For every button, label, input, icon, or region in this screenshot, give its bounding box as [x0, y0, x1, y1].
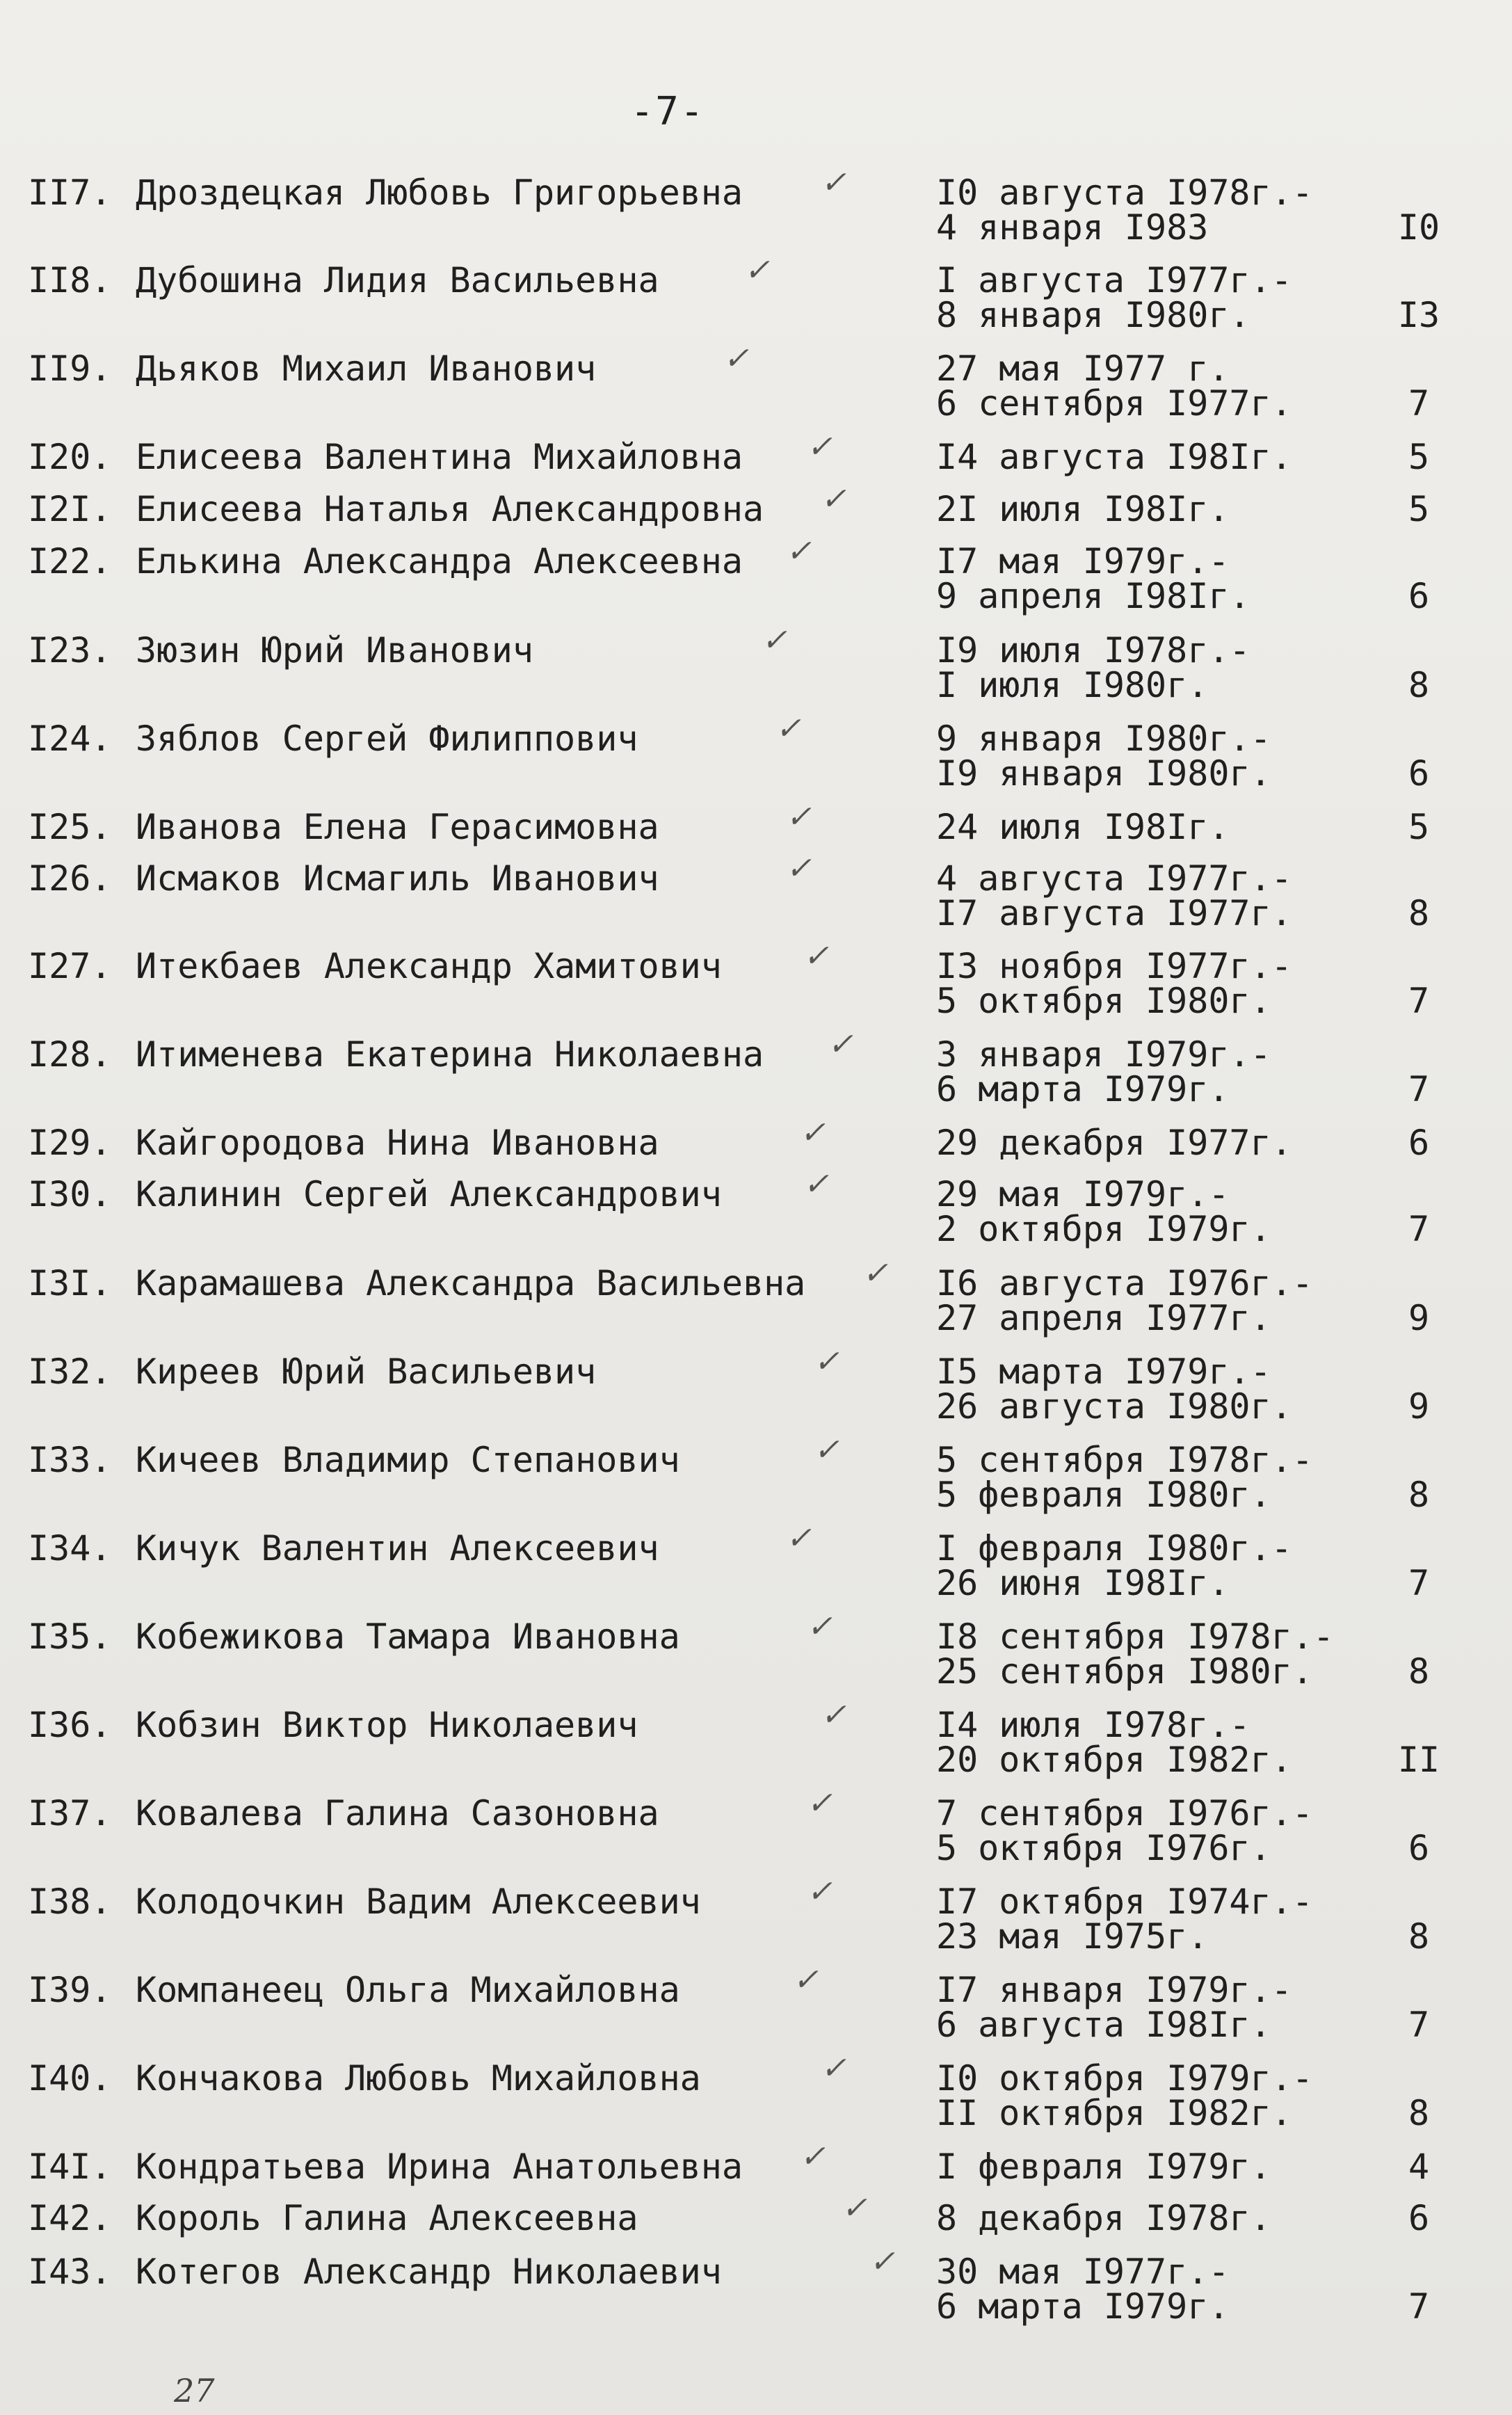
person-name: Дьяков Михаил Иванович	[136, 348, 597, 389]
person-name: Киреев Юрий Васильевич	[136, 1351, 597, 1392]
years-count: 7	[1408, 1209, 1430, 1249]
date-from: 2I июля I98Iг.	[936, 489, 1230, 529]
person-name: Кобежикова Тамара Ивановна	[136, 1616, 680, 1657]
date-from: I февраля I980г.-	[936, 1528, 1292, 1568]
checkmark-icon: ✓	[723, 341, 749, 376]
entry-number: I25.	[28, 807, 112, 847]
service-period	[936, 1616, 1367, 1692]
entry-number: I27.	[28, 946, 112, 986]
checkmark-icon: ✓	[807, 1786, 833, 1821]
entry-number: I4I.	[28, 2147, 112, 2187]
checkmark-icon: ✓	[828, 1027, 853, 1062]
checkmark-icon: ✓	[800, 1115, 826, 1150]
service-period	[936, 1263, 1367, 1338]
service-period	[936, 2252, 1367, 2327]
date-to: 4 января I983	[936, 207, 1209, 248]
person-name: Зяблов Сергей Филиппович	[136, 719, 638, 759]
checkmark-icon: ✓	[807, 1874, 833, 1909]
checkmark-icon: ✓	[803, 938, 829, 974]
service-period	[936, 946, 1367, 1021]
years-count: 6	[1408, 1828, 1430, 1868]
person-name: Исмаков Исмагиль Иванович	[136, 858, 659, 899]
entry-number: I37.	[28, 1793, 112, 1834]
person-name: Итименева Екатерина Николаевна	[136, 1034, 764, 1075]
person-name: Колодочкин Вадим Алексеевич	[136, 1882, 701, 1922]
years-count: 5	[1408, 807, 1430, 847]
date-from: 24 июля I98Iг.	[936, 807, 1230, 847]
checkmark-icon: ✓	[800, 2139, 826, 2174]
date-from: I5 марта I979г.-	[936, 1351, 1271, 1392]
date-from: I7 октября I974г.-	[936, 1882, 1313, 1922]
checkmark-icon: ✓	[821, 2051, 846, 2086]
years-count: 4	[1408, 2147, 1430, 2187]
service-period	[936, 630, 1367, 705]
entry-number: I29.	[28, 1123, 112, 1163]
service-period	[936, 348, 1367, 424]
person-name: Елисеева Наталья Александровна	[136, 489, 764, 529]
date-to: 26 июня I98Iг.	[936, 1563, 1230, 1603]
date-to: 5 октября I976г.	[936, 1828, 1271, 1868]
date-from: 4 августа I977г.-	[936, 858, 1292, 899]
years-count: 7	[1408, 981, 1430, 1021]
checkmark-icon: ✓	[744, 252, 770, 288]
years-count: I3	[1397, 295, 1440, 335]
service-period	[936, 1440, 1367, 1515]
checkmark-icon: ✓	[786, 851, 812, 886]
service-period	[936, 260, 1367, 335]
checkmark-icon: ✓	[786, 799, 812, 835]
checkmark-icon: ✓	[821, 165, 846, 200]
service-period	[936, 1034, 1367, 1109]
service-period	[936, 1351, 1367, 1427]
person-name: Кончакова Любовь Михайловна	[136, 2058, 701, 2099]
service-period	[936, 719, 1367, 794]
entry-number: I33.	[28, 1440, 112, 1480]
service-period	[936, 1882, 1367, 1957]
date-from: I3 ноября I977г.-	[936, 946, 1292, 986]
years-count: 8	[1408, 1916, 1430, 1957]
years-count: 9	[1408, 1386, 1430, 1427]
service-period	[936, 1528, 1367, 1603]
entry-number: I28.	[28, 1034, 112, 1075]
page-number: -7-	[630, 89, 705, 134]
checkmark-icon: ✓	[793, 1962, 819, 1998]
years-count: 8	[1408, 1651, 1430, 1692]
years-count: 5	[1408, 437, 1430, 477]
years-count: 7	[1408, 1069, 1430, 1109]
person-name: Карамашева Александра Васильевна	[136, 1263, 806, 1303]
date-to: 27 апреля I977г.	[936, 1298, 1271, 1338]
date-from: I0 августа I978г.-	[936, 172, 1313, 213]
person-name: Котегов Александр Николаевич	[136, 2252, 722, 2292]
checkmark-icon: ✓	[869, 2244, 895, 2279]
person-name: Елисеева Валентина Михайловна	[136, 437, 743, 477]
checkmark-icon: ✓	[807, 429, 833, 465]
date-from: 30 мая I977г.-	[936, 2252, 1230, 2292]
checkmark-icon: ✓	[862, 1255, 888, 1291]
date-to: 6 августа I98Iг.	[936, 2005, 1271, 2045]
service-period	[936, 858, 1367, 933]
entry-number: I2I.	[28, 489, 112, 529]
person-name: Кайгородова Нина Ивановна	[136, 1123, 659, 1163]
service-period	[936, 1705, 1367, 1780]
date-from: I февраля I979г.	[936, 2147, 1271, 2187]
entry-number: I42.	[28, 2198, 112, 2238]
date-from: 5 сентября I978г.-	[936, 1440, 1313, 1480]
date-from: I8 сентября I978г.-	[936, 1616, 1334, 1657]
entry-number: I3I.	[28, 1263, 112, 1303]
date-from: 7 сентября I976г.-	[936, 1793, 1313, 1834]
date-from: I4 июля I978г.-	[936, 1705, 1250, 1745]
checkmark-icon: ✓	[803, 1166, 829, 1202]
date-from: 29 мая I979г.-	[936, 1174, 1230, 1214]
date-from: 27 мая I977 г.	[936, 348, 1230, 389]
entry-number: I23.	[28, 630, 112, 671]
entry-number: I35.	[28, 1616, 112, 1657]
years-count: 6	[1408, 1123, 1430, 1163]
person-name: Калинин Сергей Александрович	[136, 1174, 722, 1214]
person-name: Кичук Валентин Алексеевич	[136, 1528, 659, 1568]
entry-number: I34.	[28, 1528, 112, 1568]
entry-number: I20.	[28, 437, 112, 477]
years-count: 8	[1408, 665, 1430, 705]
date-to: I7 августа I977г.	[936, 893, 1292, 933]
date-to: 6 марта I979г.	[936, 2286, 1230, 2327]
years-count: 8	[1408, 893, 1430, 933]
person-name: Ковалева Галина Сазоновна	[136, 1793, 659, 1834]
entry-number: I30.	[28, 1174, 112, 1214]
service-period	[936, 172, 1367, 248]
years-count: I0	[1397, 207, 1440, 248]
service-period	[936, 541, 1367, 616]
date-to: I9 января I980г.	[936, 753, 1271, 794]
service-period	[936, 2058, 1367, 2133]
date-from: 8 декабря I978г.	[936, 2198, 1271, 2238]
years-count: 9	[1408, 1298, 1430, 1338]
person-name: Зюзин Юрий Иванович	[136, 630, 533, 671]
checkmark-icon: ✓	[842, 2190, 867, 2226]
checkmark-icon: ✓	[775, 711, 801, 746]
years-count: 7	[1408, 383, 1430, 424]
entry-number: I43.	[28, 2252, 112, 2292]
service-period	[936, 1174, 1367, 1249]
years-count: 8	[1408, 1475, 1430, 1515]
person-name: Компанеец Ольга Михайловна	[136, 1970, 680, 2010]
years-count: 7	[1408, 2286, 1430, 2327]
checkmark-icon: ✓	[821, 1697, 846, 1733]
date-from: I августа I977г.-	[936, 260, 1292, 300]
date-to: 25 сентября I980г.	[936, 1651, 1313, 1692]
handwritten-note: 27	[174, 2372, 215, 2409]
years-count: 7	[1408, 2005, 1430, 2045]
years-count: II	[1397, 1740, 1440, 1780]
date-from: I4 августа I98Iг.	[936, 437, 1292, 477]
date-from: 9 января I980г.-	[936, 719, 1271, 759]
person-name: Кичеев Владимир Степанович	[136, 1440, 680, 1480]
date-to: 2 октября I979г.	[936, 1209, 1271, 1249]
entry-number: II9.	[28, 348, 112, 389]
person-name: Кобзин Виктор Николаевич	[136, 1705, 638, 1745]
years-count: 6	[1408, 753, 1430, 794]
entry-number: I38.	[28, 1882, 112, 1922]
date-from: I7 января I979г.-	[936, 1970, 1292, 2010]
date-from: I7 мая I979г.-	[936, 541, 1230, 581]
person-name: Дроздецкая Любовь Григорьевна	[136, 172, 743, 213]
years-count: 7	[1408, 1563, 1430, 1603]
checkmark-icon: ✓	[814, 1344, 839, 1379]
date-from: 3 января I979г.-	[936, 1034, 1271, 1075]
date-to: I июля I980г.	[936, 665, 1209, 705]
date-to: 9 апреля I98Iг.	[936, 576, 1250, 616]
date-to: II октября I982г.	[936, 2093, 1292, 2133]
service-period	[936, 1970, 1367, 2045]
date-from: I9 июля I978г.-	[936, 630, 1250, 671]
date-to: 26 августа I980г.	[936, 1386, 1292, 1427]
date-to: 8 января I980г.	[936, 295, 1250, 335]
entry-number: I24.	[28, 719, 112, 759]
entry-number: II7.	[28, 172, 112, 213]
person-name: Кондратьева Ирина Анатольевна	[136, 2147, 743, 2187]
person-name: Иванова Елена Герасимовна	[136, 807, 659, 847]
date-from: I0 октября I979г.-	[936, 2058, 1313, 2099]
years-count: 6	[1408, 576, 1430, 616]
person-name: Елькина Александра Алексеевна	[136, 541, 743, 581]
entry-number: I26.	[28, 858, 112, 899]
checkmark-icon: ✓	[786, 1521, 812, 1556]
entry-number: I22.	[28, 541, 112, 581]
person-name: Король Галина Алексеевна	[136, 2198, 638, 2238]
entry-number: I32.	[28, 1351, 112, 1392]
years-count: 5	[1408, 489, 1430, 529]
date-to: 20 октября I982г.	[936, 1740, 1292, 1780]
years-count: 6	[1408, 2198, 1430, 2238]
checkmark-icon: ✓	[821, 481, 846, 517]
date-to: 23 мая I975г.	[936, 1916, 1209, 1957]
date-to: 6 сентября I977г.	[936, 383, 1292, 424]
date-to: 5 октября I980г.	[936, 981, 1271, 1021]
person-name: Дубошина Лидия Васильевна	[136, 260, 659, 300]
date-to: 5 февраля I980г.	[936, 1475, 1271, 1515]
entry-number: I40.	[28, 2058, 112, 2099]
person-name: Итекбаев Александр Хамитович	[136, 946, 722, 986]
date-to: 6 марта I979г.	[936, 1069, 1230, 1109]
entry-number: I36.	[28, 1705, 112, 1745]
checkmark-icon: ✓	[762, 623, 787, 658]
entry-number: I39.	[28, 1970, 112, 2010]
entry-number: II8.	[28, 260, 112, 300]
checkmark-icon: ✓	[814, 1432, 839, 1468]
checkmark-icon: ✓	[786, 533, 812, 569]
years-count: 8	[1408, 2093, 1430, 2133]
date-from: 29 декабря I977г.	[936, 1123, 1292, 1163]
service-period	[936, 1793, 1367, 1868]
date-from: I6 августа I976г.-	[936, 1263, 1313, 1303]
checkmark-icon: ✓	[807, 1609, 833, 1644]
